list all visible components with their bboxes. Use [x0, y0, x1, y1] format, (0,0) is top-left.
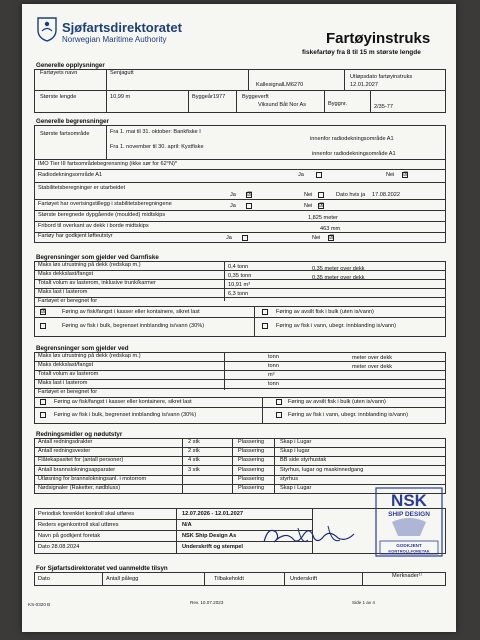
- section-directorate: For Sjøfartsdirektoratet ved uanmeldte tilsyn: [36, 565, 168, 572]
- freeboard-label: Fribord til overkant av dekk i borde midtskips: [38, 223, 149, 229]
- ved-opt2: Føring av avsilt fisk i bulk (uten is/vann): [288, 399, 386, 405]
- garn-opt1-checkbox[interactable]: ☒: [41, 309, 47, 315]
- ved-opt3-checkbox[interactable]: [40, 412, 46, 418]
- garn-opt4: Føring av fisk i vann, ubegr. innblanding is/vann): [276, 323, 397, 329]
- stability-label: Stabilitetsberegninger er utarbeidet: [38, 185, 126, 191]
- ved-hold-label: Maks last i lasterom: [38, 380, 88, 386]
- garn-volume: 10,91 m³: [228, 282, 251, 288]
- ved-opt4: Føring av fisk i vann, ubegr. innblanding is/vann): [288, 412, 409, 418]
- area-label: Største fartsområde: [40, 131, 90, 137]
- length-label: Største lengde: [40, 94, 77, 100]
- garn-opt4-checkbox[interactable]: [262, 323, 268, 329]
- col-remarks: Merknader¹⁾: [392, 573, 422, 579]
- expiry-date: 12.01.2027: [350, 82, 378, 88]
- rescue-raft-place: BB side styrhustak: [280, 457, 327, 463]
- freeboard-value: 463 mm: [320, 226, 341, 232]
- garn-hold-label: Maks last i lasterom: [38, 289, 88, 295]
- garn-deck-height: 0,35 meter over dekk: [312, 275, 365, 281]
- svg-text:GODKJENT: GODKJENT: [396, 543, 422, 548]
- handwritten-signature: [258, 520, 378, 550]
- rescue-signals-place: Skap i Lugar: [280, 485, 312, 491]
- signature-label: Underskrift og stempel: [182, 544, 243, 550]
- area-summer: Fra 1. mai til 31. oktober: Bankfiske I: [110, 129, 201, 135]
- garn-opt3: Føring av fisk i bulk, begrenset innblanding is/vann (30%): [62, 323, 205, 329]
- agency-shield-icon: [36, 16, 58, 42]
- periodic-control-label: Periodisk forenklet kontroll skal utføres: [38, 511, 135, 517]
- rescue-suits-place: Skap i Lugar: [280, 439, 312, 445]
- section-rescue: Redningsmidler og nødutstyr: [36, 431, 123, 438]
- vessel-name-label: Fartøyets navn: [40, 70, 78, 76]
- stability-date-label: Dato hvis ja: [336, 192, 366, 198]
- ved-designed-label: Fartøyet er beregnet for: [38, 389, 98, 395]
- col-date: Dato: [38, 576, 50, 582]
- company-name: NSK Ship Design As: [182, 533, 237, 539]
- garn-opt2: Føring av avsilt fisk i bulk (uten is/vann): [276, 309, 374, 315]
- rescue-signals-label: Nødsignaler (Raketter, nødbluss): [38, 485, 121, 491]
- radio-yes-checkbox[interactable]: [316, 172, 322, 178]
- draught-value: 1,825 meter: [308, 215, 338, 221]
- rescue-extinguisher-label: Antall brannslokningsapparater: [38, 467, 116, 473]
- rescue-suits-label: Antall redningsdrakter: [38, 439, 93, 445]
- callsign: KallesignalLM6270: [256, 82, 304, 88]
- col-detained: Tilbakeholdt: [214, 576, 244, 582]
- garn-designed-label: Fartøyet er beregnet for: [38, 298, 98, 304]
- instruction-sheet: Sjøfartsdirektoratet Norwegian Maritime Authority Fartøyinstruks fiskefartøy fra 8 til 15 m største lengde Generelle opplysninger Fartøyets navn Senjagutt KallesignalLM6270 Utløpsdato fartøyinstruks 12.01.2027 Største lengde 10,99 m Byggeår1977 Byggeverft Viksund Båt Nor As Byggnr. 2/35-77 Generelle begrensninger Største fartsområde Fra 1. mai til 31. oktober: Bankfiske I innenfor radiodekningsområde A1 Fra 1. november til 30. april: Kystfiske innenfor radiodekningsområde A1 IMO Tier III fartsområdebegrensning (ikke sør for 62°N)* Radiodekningsområde A1 Ja Nei ☒ Stabilitetsberegninger er utarbeidet Ja ☒ Nei Dato hvis ja 17.08.2022 Fartøyet har overisingstillegg i stabilitetsberegningene Ja Nei ☒ Største beregnede dypgående (moulded) midtskips 1,825 meter Fribord til overkant av dekk i borde midtskips 463 mm Fartøy har godkjent løfteutstyr Ja Nei ☒ Begrensninger som gjelder ved Garnfiske Maks løs utrustning på dekk (redskap m.) 0,4 tonn 0,35 meter over dekk Maks dekkslast/fangst 0,35 tonn 0,35 meter over dekk Totalt volum av lasterom, inklusive trunk/karmer 10,91 m³ Maks last i lasterom 6,3 tonn Fartøyet er beregnet for ☒ Føring av fisk/fangst i kasser eller kontainere, sikret last Føring av avsilt fisk i bulk (uten is/vann) Føring av fisk i bulk, begrenset innblanding is/vann (30%) Føring av fisk i vann, ubegr. innblanding is/vann) Begrensninger som gjelder ved Maks løs utrustning på dekk (redskap m.) tonn meter over dekk Maks dekkslast/fangst tonn meter over dekk Totalt volum av lasterom m³ Maks last i lasterom tonn Fartøyet er beregnet for Føring av fisk/fangst i kasser eller kontainere, sikret last Føring av avsilt fisk i bulk (uten is/vann) Føring av fisk i bulk, begrenset innblanding is/vann (30%) Føring av fisk i vann, ubegr. innblanding is/vann) Redningsmidler og nødutstyr Antall redningsdrakter 2 stk Plassering Skap i Lugar Antall redningsvester 2 stk Plassering Skap i lugar Flåtekapasitet for (antall personer) 4 stk Plassering BB side styrhustak Antall brannslokningsapparater 3 stk Plassering Styrhus, lugar og maskinnedgang Utløsning for brannslokningsanl. i motorrom Plassering styrhus Nødsignaler (Raketter, nødbluss) Plassering Skap i Lugar Periodisk forenklet kontroll skal utføres 12.07.2026 - 12.01.2027 Reders egenkontroll skal utføres N/A Navn på godkjent foretak NSK Ship Design As Dato 28.08.2024 Underskrift og stempel NSK SHIP DESIGN GODKJENT KONTROLLFORETAK For Sjøfartsdirektoratet ved uanmeldte tilsyn Dato Antall pålegg Tilbakeholdt Underskrift Merknader¹⁾ KS-0320 B Rev. 10.07.2023 Side 1 av 4: [22, 4, 456, 632]
- owner-control-label: Reders egenkontroll skal utføres: [38, 522, 119, 528]
- rescue-release-label: Utløsning for brannslokningsanl. i motorrom: [38, 476, 147, 482]
- section-general: Generelle opplysninger: [36, 62, 105, 69]
- rescue-raft-label: Flåtekapasitet for (antall personer): [38, 457, 124, 463]
- stability-yes-checkbox[interactable]: ☒: [247, 192, 253, 198]
- ved-deck-label: Maks dekkslast/fangst: [38, 362, 94, 368]
- agency-name-en: Norwegian Maritime Authority: [62, 35, 167, 44]
- yard-name: Viksund Båt Nor As: [258, 102, 307, 108]
- radio-no-checkbox[interactable]: ☒: [403, 172, 409, 178]
- garn-deck-label: Maks dekkslast/fangst: [38, 271, 94, 277]
- agency-name: Sjøfartsdirektoratet: [62, 20, 182, 35]
- stability-no-checkbox[interactable]: [318, 192, 324, 198]
- form-code: KS-0320 B: [28, 602, 51, 607]
- area-winter: Fra 1. november til 30. april: Kystfiske: [110, 144, 204, 150]
- garn-loose-tonn: 0,4 tonn: [228, 264, 249, 270]
- lift-no-checkbox[interactable]: ☒: [329, 235, 335, 241]
- control-date: Dato 28.08.2024: [38, 544, 80, 550]
- icing-yes-checkbox[interactable]: [246, 203, 252, 209]
- ved-opt1: Føring av fisk/fangst i kasser eller kontainere, sikret last: [54, 399, 192, 405]
- garn-opt2-checkbox[interactable]: [262, 309, 268, 315]
- rescue-extinguisher-place: Styrhus, lugar og maskinnedgang: [280, 467, 364, 473]
- icing-label: Fartøyet har overisingstillegg i stabilitetsberegningene: [38, 201, 172, 207]
- build-year: Byggeår1977: [192, 94, 226, 100]
- col-signature: Underskrift: [290, 576, 318, 582]
- garn-loose-height: 0,35 meter over dekk: [312, 266, 365, 272]
- garn-opt1: Føring av fisk/fangst i kasser eller kontainere, sikret last: [62, 309, 200, 315]
- form-revision: Rev. 10.07.2023: [190, 600, 224, 605]
- col-orders: Antall pålegg: [106, 576, 139, 582]
- periodic-control-window: 12.07.2026 - 12.01.2027: [182, 511, 243, 517]
- company-stamp-logo: [374, 486, 444, 558]
- page-number: Side 1 av 4: [352, 600, 375, 605]
- radio-area: Radiodekningsområde A1: [38, 172, 103, 178]
- garn-deck-tonn: 0,35 tonn: [228, 273, 252, 279]
- section-limits: Generelle begrensninger: [36, 118, 109, 125]
- imo-restriction: IMO Tier III fartsområdebegrensning (ikke sør for 62°N)*: [38, 161, 178, 167]
- page-title: Fartøyinstruks: [326, 30, 431, 47]
- svg-text:NSK: NSK: [391, 491, 427, 510]
- icing-no-checkbox[interactable]: ☒: [319, 203, 325, 209]
- section-ved: Begrensninger som gjelder ved: [36, 345, 129, 352]
- ved-opt3: Føring av fisk i bulk, begrenset innblanding is/vann (30%): [54, 412, 197, 418]
- garn-opt3-checkbox[interactable]: [40, 323, 46, 329]
- yard-label: Byggeverft: [242, 94, 269, 100]
- ved-opt2-checkbox[interactable]: [276, 399, 282, 405]
- area-summer-radio: innenfor radiodekningsområde A1: [310, 136, 394, 142]
- garn-volume-label: Totalt volum av lasterom, inklusive trunk/karmer: [38, 280, 156, 286]
- lift-label: Fartøy har godkjent løfteutstyr: [38, 233, 113, 239]
- svg-text:SHIP DESIGN: SHIP DESIGN: [388, 511, 430, 518]
- vessel-name: Senjagutt: [110, 70, 134, 76]
- buildno-label: Byggnr.: [328, 101, 347, 107]
- rescue-vests-place: Skap i lugar: [280, 448, 310, 454]
- ved-volume-label: Totalt volum av lasterom: [38, 371, 99, 377]
- expiry-label: Utløpsdato fartøyinstruks: [350, 74, 413, 80]
- section-garn: Begrensninger som gjelder ved Garnfiske: [36, 254, 159, 261]
- stability-date: 17.08.2022: [372, 192, 400, 198]
- buildno-value: 2/35-77: [374, 104, 393, 110]
- rescue-release-place: styrhus: [280, 476, 299, 482]
- length-value: 10,99 m: [110, 94, 131, 100]
- lift-yes-checkbox[interactable]: [242, 235, 248, 241]
- draught-label: Største beregnede dypgående (moulded) midtskips: [38, 212, 166, 218]
- garn-loose-label: Maks løs utrustning på dekk (redskap m.): [38, 262, 141, 268]
- owner-control-value: N/A: [182, 522, 192, 528]
- svg-text:KONTROLLFORETAK: KONTROLLFORETAK: [388, 548, 430, 554]
- area-winter-radio: innenfor radiodekningsområde A1: [312, 151, 396, 157]
- ved-opt4-checkbox[interactable]: [276, 412, 282, 418]
- company-label: Navn på godkjent foretak: [38, 533, 101, 539]
- ved-opt1-checkbox[interactable]: [40, 399, 46, 405]
- garn-hold: 6,3 tonn: [228, 291, 249, 297]
- ved-loose-label: Maks løs utrustning på dekk (redskap m.): [38, 353, 141, 359]
- page-subtitle: fiskefartøy fra 8 til 15 m største lengde: [302, 49, 421, 56]
- rescue-vests-label: Antall redningsvester: [38, 448, 91, 454]
